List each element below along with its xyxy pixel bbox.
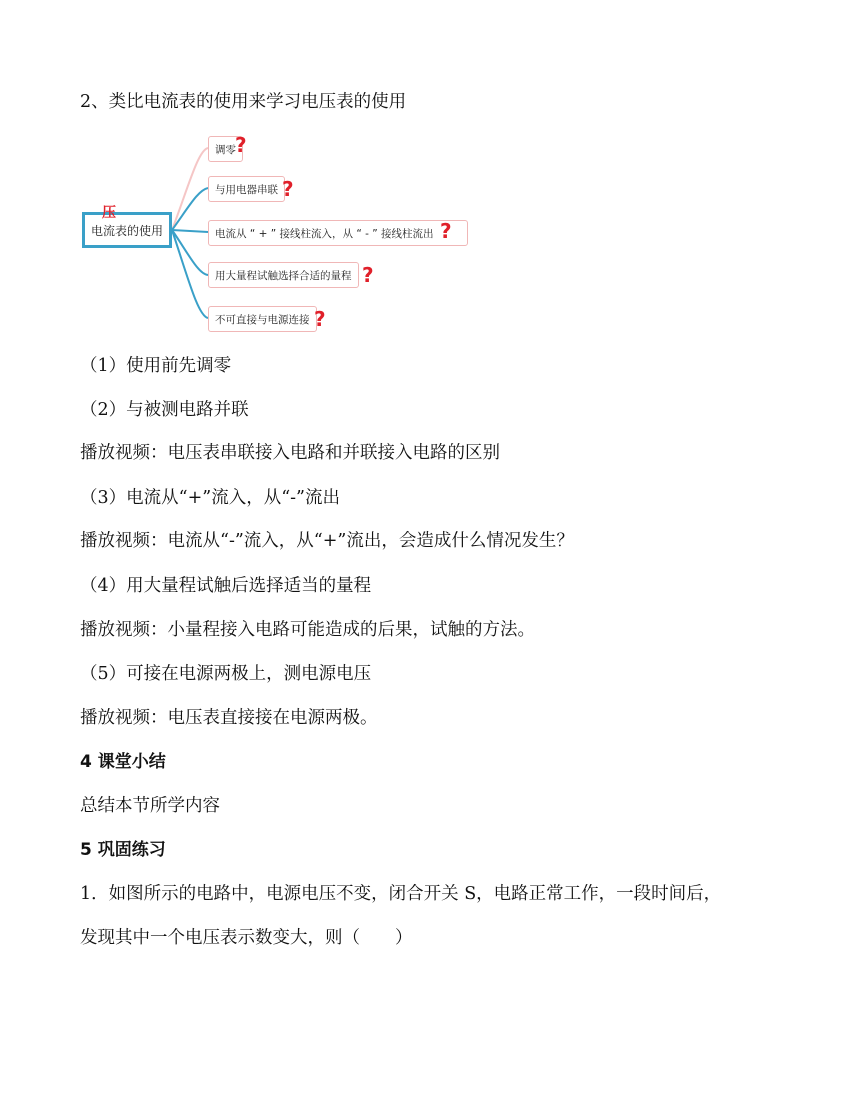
text-line: 播放视频：小量程接入电路可能造成的后果，试触的方法。 [80,620,535,640]
summary-text: 总结本节所学内容 [80,796,220,816]
mind-map-node-series: 与用电器串联 [208,176,285,202]
text-line: （2）与被测电路并联 [80,400,249,420]
mind-map-node-no-source: 不可直接与电源连接 [208,306,317,332]
question-mark-icon: ? [235,133,247,157]
exercise-line-2: 发现其中一个电压表示数变大，则（ ） [80,928,413,948]
heading-summary: 4 课堂小结 [80,752,166,772]
question-mark-icon: ? [282,177,294,201]
question-mark-icon: ? [440,219,452,243]
question-mark-icon: ? [314,307,326,331]
text-line: 播放视频：电压表直接接在电源两极。 [80,708,378,728]
text-line: （1）使用前先调零 [80,356,232,376]
text-line: （5）可接在电源两极上，测电源电压 [80,664,372,684]
mind-map-root: 电流表的使用 [82,212,172,248]
text-line: 播放视频：电压表串联接入电路和并联接入电路的区别 [80,443,500,463]
mind-map-node-zeroing: 调零 [208,136,243,162]
text-line: （4）用大量程试触后选择适当的量程 [80,576,372,596]
text-line: （3）电流从“+”流入，从“-”流出 [80,488,340,508]
correction-mark: 压 [102,205,116,221]
mind-map-node-range: 用大量程试触选择合适的量程 [208,262,359,288]
exercise-line-1: 1．如图所示的电路中，电源电压不变，闭合开关 S，电路正常工作，一段时间后， [80,884,722,904]
text-line: 播放视频：电流从“-”流入，从“+”流出，会造成什么情况发生？ [80,531,574,551]
section-title: 2、类比电流表的使用来学习电压表的使用 [80,92,407,112]
mind-map-node-terminals: 电流从 “ + ” 接线柱流入，从 “ - ” 接线柱流出 [208,220,468,246]
heading-exercise: 5 巩固练习 [80,840,166,860]
mind-map [78,128,478,338]
question-mark-icon: ? [362,263,374,287]
